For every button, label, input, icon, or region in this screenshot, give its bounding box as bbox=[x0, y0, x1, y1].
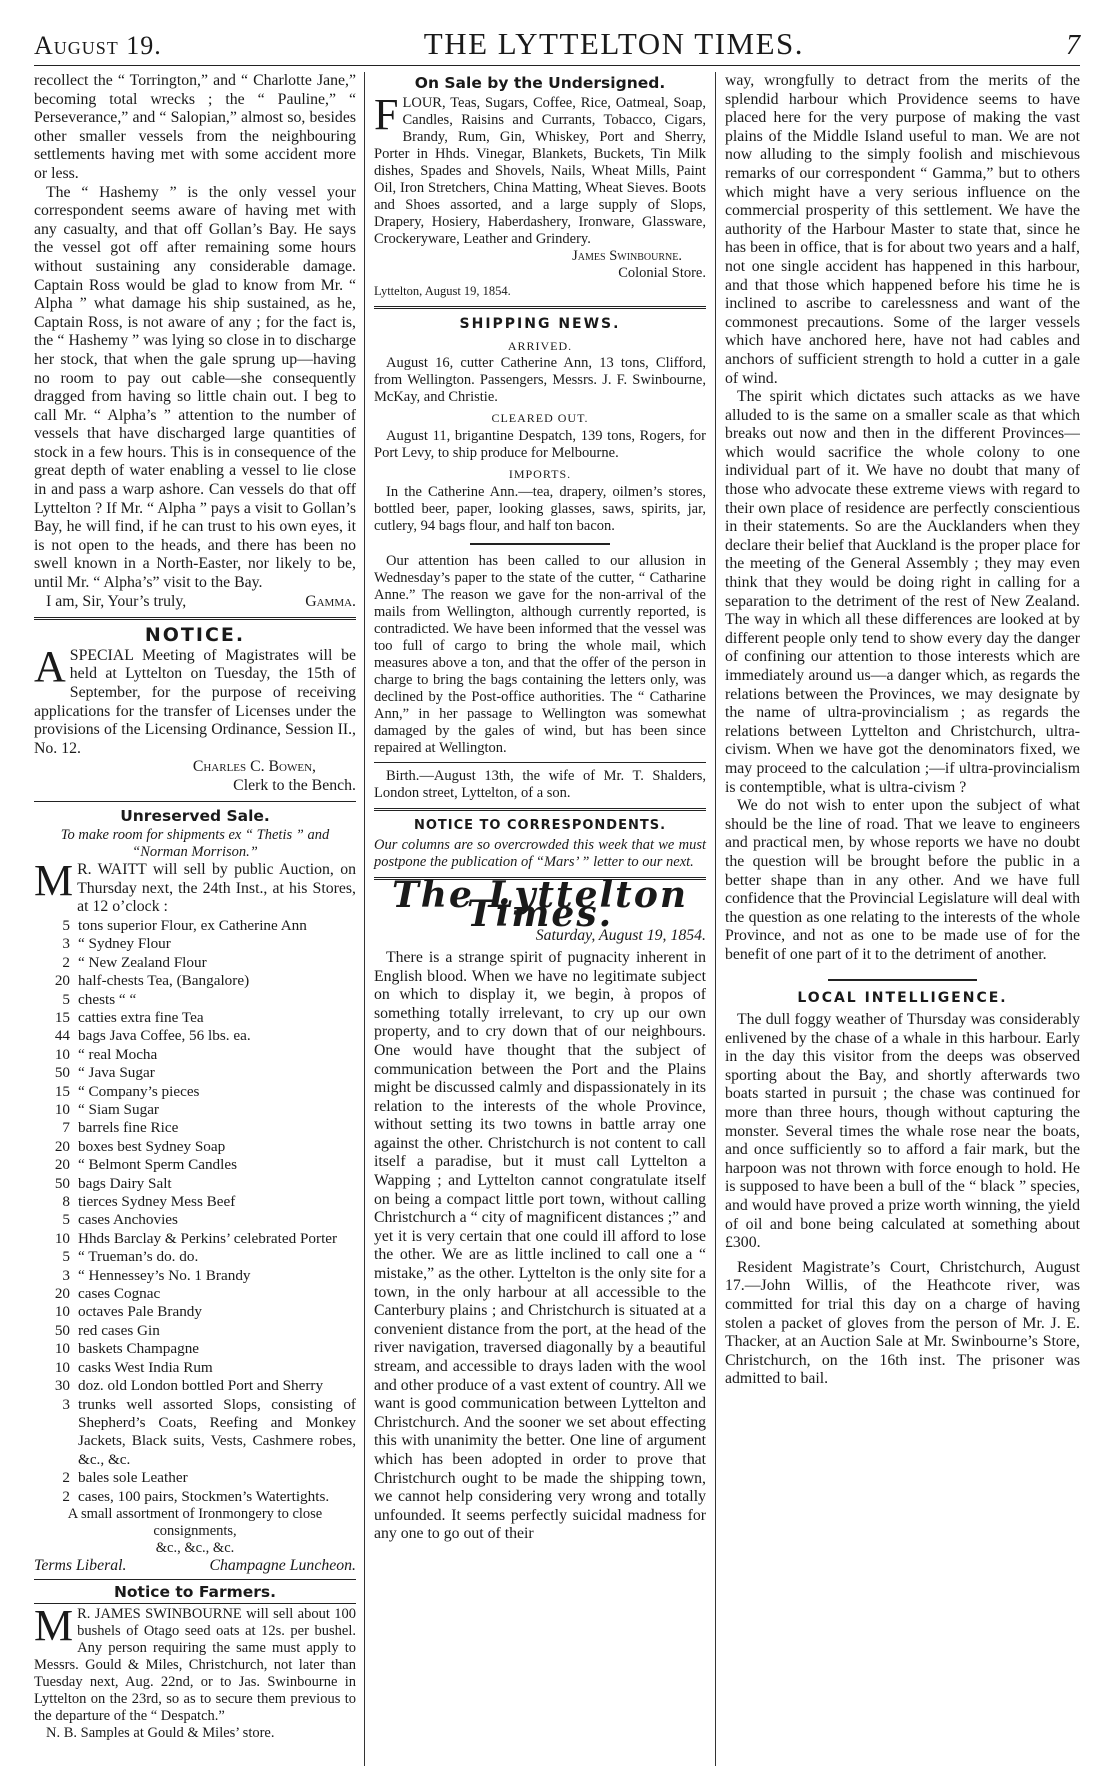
lot-description: cases, 100 pairs, Stockmen’s Watertights. bbox=[78, 1487, 330, 1505]
column-2 bbox=[364, 72, 716, 1766]
lot-description: “ Sydney Flour bbox=[78, 935, 171, 953]
sale-lot bbox=[34, 1469, 356, 1487]
lot-quantity: 3 bbox=[62, 1395, 70, 1413]
sale-lot-list bbox=[34, 917, 356, 1506]
on-sale-heading: On Sale by the Undersigned. bbox=[414, 74, 666, 92]
letter-signature: Gamma. bbox=[305, 592, 356, 610]
sale-lot bbox=[34, 1046, 356, 1064]
sale-dropcap: M bbox=[34, 856, 74, 906]
divider bbox=[374, 762, 706, 763]
notice-dropcap: A bbox=[34, 641, 66, 691]
lot-description: bags Java Coffee, 56 lbs. ea. bbox=[78, 1027, 251, 1045]
cleared-label: CLEARED OUT. bbox=[491, 411, 589, 426]
lot-description: trunks well assorted Slops, consisting of Shepherd’s Coats, Reefing and Monkey Jackets, Black suits, Vests, Cashmere robes, &c., &c. bbox=[78, 1395, 356, 1468]
lot-quantity: 2 bbox=[62, 953, 70, 971]
farmers-heading: Notice to Farmers. bbox=[113, 1582, 277, 1601]
editorial-paragraph: There is a strange spirit of pugnacity inherent in English blood. When we have no legitimate subject on which to display it, we begin, à propos of something totally irrelevant, to cry up our own property, and to cry down that of our neighbours. One would have thought that the subject of communication between the Port and the Plains might be discussed calmly and dispassionately in its relation to the interests of the whole Province, without setting its two towns in battle array one against the other. Christchurch is not content to call itself a paradise, but it must call Lyttelton a Wapping ; and Lyttelton cannot congratulate itself on being a compact little port town, without calling Christchurch a “ city of magnificent distances ;” and yet it is very certain that one could ill afford to lose the other. We are as little inclined to call one a “ mistake,” as the other. Lyttelton is the only site for a town, in the only harbour at all accessible to the Canterbury plains ; and Christchurch is situated at a convenient distance from the port, at the head of the river navigation, traversed diagonally by a beautiful stream, and accessible to drays laden with the wool and other produce of a vast extent of country. All we want is good communication between Lyttelton and Christchurch. And the sooner we set about effecting this with unanimity the better. One line of argument which has been adopted in order to prove that Christchurch ought to be made the shipping town, we cannot help considering very wrong and totally unfounded. It seems perfectly suicidal madness for any one to go out of their bbox=[374, 948, 706, 1543]
lot-quantity: 10 bbox=[54, 1340, 70, 1358]
sale-lot bbox=[34, 1119, 356, 1137]
mail-paragraph: Our attention has been called to our allusion in Wednesday’s paper to the state of the cutter, “ Catharine Anne.” The reason we gave for the non-arrival of the mails from Wellington, although currently reported, is contradicted. We have been informed that the vessel was too full of cargo to bring the whole mail, which measures above a ton, and that the offer of the person in charge to bring the bags containing the letters only, was declined by the Post-office authorities. The “ Catharine Ann,” in her passage to Wellington was somewhat damaged by the gales of wind, but has been since repaired at Wellington. bbox=[374, 552, 706, 756]
lot-description: “ Siam Sugar bbox=[78, 1101, 159, 1118]
arrived-label: ARRIVED. bbox=[507, 338, 573, 353]
notice-heading: NOTICE. bbox=[144, 624, 246, 647]
sale-assortment: A small assortment of Ironmongery to close consignments, bbox=[67, 1505, 323, 1539]
on-sale-ad bbox=[374, 74, 706, 300]
lot-description: “ Trueman’s do. do. bbox=[78, 1248, 199, 1266]
sale-subheading: To make room for shipments ex “ Thetis ” and “Norman Morrison.” bbox=[60, 827, 330, 861]
farmers-notice bbox=[34, 1583, 356, 1743]
sale-lot bbox=[34, 1303, 356, 1321]
lot-description: red cases Gin bbox=[78, 1321, 160, 1339]
lot-description: casks West India Rum bbox=[78, 1358, 213, 1376]
letter-closing: I am, Sir, Your’s truly, bbox=[46, 592, 187, 610]
sale-luncheon: Champagne Luncheon. bbox=[209, 1556, 356, 1574]
on-sale-signer: James Swinbourne. bbox=[572, 247, 682, 264]
lot-description: “ Company’s pieces bbox=[78, 1082, 200, 1100]
lot-quantity: 15 bbox=[54, 1008, 70, 1026]
sale-lot bbox=[34, 991, 356, 1009]
header-date: August 19. bbox=[34, 31, 162, 60]
lot-quantity: 2 bbox=[62, 1487, 70, 1505]
letter-paragraph: recollect the “ Torrington,” and “ Charlotte Jane,” becoming total wrecks ; the “ Pauline,” “ Perseverance,” and “ Salopian,” almost so, besides other smaller vessels from the neighbouring settlements having met with some accident more or less. bbox=[34, 72, 356, 182]
header-title: THE LYTTELTON TIMES. bbox=[423, 26, 804, 61]
lot-description: octaves Pale Brandy bbox=[78, 1303, 202, 1321]
imports-label: IMPORTS. bbox=[508, 466, 572, 481]
unreserved-sale-ad bbox=[34, 807, 356, 1580]
sale-lot bbox=[34, 1248, 356, 1266]
lot-quantity: 5 bbox=[62, 916, 70, 934]
whale-paragraph: The dull foggy weather of Thursday was considerably enlivened by the chase of a whale in this harbour. Early in the day this visitor from the deeps was observed sporting about the Bay, and shortly afterwards two boats started in pursuit ; the chase was continued for more than three hours, though without capturing the monster. Several times the whale rose near the boats, and once sufficiently so to afford a fair mark, but the harpoon was not thrown with force enough to hold. He is supposed to have been a bull of the “ black ” species, and would have proved a prize worth winning, the yield of oil and bone being calculated at something about £300. bbox=[725, 1011, 1080, 1252]
lot-description: “ New Zealand Flour bbox=[78, 953, 207, 971]
letter-paragraph: The “ Hashemy ” is the only vessel your correspondent seems aware of having met with any casualty, and that off Gollan’s Bay. He says the vessel got off after remaining some hours without sustaining any considerable damage. Captain Ross would be glad to know from Mr. “ Alpha ” what damage his ship sustained, as he, Captain Ross, is not aware of any ; for the fact is, the “ Hashemy ” was lying so close in to discharge her stock, that when the gale sprung up—having no room to pay out cable—she consequently dragged from having so little chain out. I beg to call Mr. “ Alpha’s ” attention to the number of vessels that have discharged large quantities of stock in a few hours. This is in consequence of the great depth of water enabling a vessel to lie close in and pass a warp ashore. Can vessels do that off Lyttelton ? If Mr. “ Alpha ” pays a visit to Gollan’s Bay, he will find, if he can trust to his own eyes, it is not open to the heads, and there has been no swell known in a North-Easter, nor likely to be, until Mr. “ Alpha’s” visit to the Bay. bbox=[34, 183, 356, 592]
correspondents-body: Our columns are so overcrowded this week that we must postpone the publication of “Mars’ ” letter to our next. bbox=[374, 837, 706, 871]
notice-signer: Charles C. Bowen, bbox=[192, 758, 316, 776]
divider bbox=[34, 1603, 356, 1604]
notice-body: SPECIAL Meeting of Magistrates will be held at Lyttelton on Tuesday, the 15th of September, for the purpose of receiving applications for the transfer of Licenses under the provisions of the Licensing Ordinance, Session II., No. 12. bbox=[34, 646, 356, 757]
sale-lot bbox=[34, 1340, 356, 1358]
editorial-dateline: Saturday, August 19, 1854. bbox=[535, 927, 706, 945]
column-3 bbox=[716, 72, 1080, 1766]
local-heading: LOCAL INTELLIGENCE. bbox=[797, 989, 1008, 1006]
editorial-paragraph: The spirit which dictates such attacks as we have alluded to is the same on a smaller scale as that which breaks out now and then in the different Provinces—which would sacrifice the whole colony to one individual part of it. We have no doubt that many of those who advocate these extreme views with regard to their own place of residence are perfectly conscientious in their statements. So are the Aucklanders when they declare their belief that Auckland is the proper place for the meeting of the General Assembly ; they may even think that they would be doing right in calling for a separation to the detriment of the rest of New Zealand. The way in which all these differences are looked at by different people only tend to show every day the danger of confining our attention to those interests which are immediately around us—a danger which, as regards the relations between the Provinces, we may designate by the name of ultra-provincialism ; as regards the relations between Lyttelton and Christchurch, ultra-civism. When we have got the denominators fixed, we may proceed to the calculation ;—if ultra-provincialism is contemptible, what is ultra-civism ? bbox=[725, 388, 1080, 796]
birth-notice: Birth.—August 13th, the wife of Mr. T. Shalders, London street, Lyttelton, of a son. bbox=[374, 767, 706, 801]
sale-lot bbox=[34, 1083, 356, 1101]
sale-lot bbox=[34, 1027, 356, 1045]
sale-lot bbox=[34, 1322, 356, 1340]
farmers-body: R. JAMES SWINBOURNE will sell about 100 bushels of Otago seed oats at 12s. per bushel. Any person requiring the same must apply to Messrs. Gould & Miles, Christchurch, not later than Tuesday next, Aug. 22nd, or to Jas. Swinbourne in Lyttelton on the 23rd, so as to secure them previous to the departure of the “ Despatch.” bbox=[34, 1606, 356, 1725]
sale-terms-label: Terms Liberal. bbox=[34, 1556, 127, 1574]
on-sale-dropcap: F bbox=[374, 89, 399, 139]
sale-lot bbox=[34, 1359, 356, 1377]
lot-quantity: 44 bbox=[54, 1027, 70, 1045]
sale-lot bbox=[34, 1193, 356, 1211]
lot-description: “ Belmont Sperm Candles bbox=[78, 1156, 238, 1174]
sale-lot bbox=[34, 1009, 356, 1027]
lot-quantity: 10 bbox=[54, 1358, 70, 1376]
lot-quantity: 5 bbox=[62, 1211, 70, 1229]
sale-lot bbox=[34, 1156, 356, 1174]
divider bbox=[828, 979, 977, 981]
magistrates-notice bbox=[34, 626, 356, 795]
page-number: 7 bbox=[1066, 30, 1080, 61]
sale-lot bbox=[34, 954, 356, 972]
lot-description: bags Dairy Salt bbox=[78, 1174, 172, 1192]
on-sale-body: LOUR, Teas, Sugars, Coffee, Rice, Oatmeal, Soap, Candles, Raisins and Currants, Tobacco, Cigars, Brandy, Rum, Gin, Whiskey, Port and Sherry, Porter in Hhds. Vinegar, Blankets, Buckets, Tin Milk dishes, Spades and Shovels, Nails, Wheat Mills, Paint Oil, Iron Stretchers, China Matting, Wheat Sieves. Boots and Shoes assorted, and a large supply of Slops, Drapery, Hosiery, Haberdashery, Ironware, Glassware, Crockeryware, Leather and Grindery. bbox=[374, 94, 706, 247]
cleared-text: August 11, brigantine Despatch, 139 tons, Rogers, for Port Levy, to ship produce for Melbourne. bbox=[374, 427, 706, 461]
lot-description: “ real Mocha bbox=[78, 1045, 158, 1063]
sale-lot bbox=[34, 935, 356, 953]
sale-lot bbox=[34, 1101, 356, 1119]
correspondents-notice bbox=[374, 817, 706, 872]
divider bbox=[34, 617, 356, 620]
divider bbox=[374, 306, 706, 309]
columns bbox=[34, 66, 1080, 1766]
lot-quantity: 20 bbox=[54, 1137, 70, 1155]
letter-signoff bbox=[34, 593, 356, 612]
court-paragraph: Resident Magistrate’s Court, Christchurch, August 17.—John Willis, of the Heathcote river, was committed for trial this day on a charge of having stolen a packet of gloves from the person of Mr. J. E. Thacker, at an Auction Sale at Mr. Swinbourne’s Store, Christchurch, on the 16th inst. The prisoner was admitted to bail. bbox=[725, 1258, 1080, 1388]
farmers-dropcap: M bbox=[34, 1601, 74, 1651]
lot-description: tierces Sydney Mess Beef bbox=[78, 1193, 236, 1211]
sale-lot bbox=[34, 1175, 356, 1193]
sale-lot bbox=[34, 972, 356, 990]
on-sale-place: Colonial Store. bbox=[618, 264, 706, 281]
divider bbox=[470, 543, 609, 545]
sale-lot bbox=[34, 1267, 356, 1285]
sale-lot bbox=[34, 917, 356, 935]
lot-description: chests “ “ bbox=[78, 990, 137, 1008]
lot-quantity: 8 bbox=[62, 1193, 70, 1211]
lot-description: half-chests Tea, (Bangalore) bbox=[78, 972, 250, 990]
divider bbox=[34, 801, 356, 802]
sale-lot bbox=[34, 1138, 356, 1156]
lot-description: “ Java Sugar bbox=[78, 1064, 155, 1082]
shipping-news bbox=[374, 315, 706, 756]
sale-terms bbox=[34, 1557, 356, 1580]
farmers-samples: N. B. Samples at Gould & Miles’ store. bbox=[46, 1725, 275, 1742]
sale-lot bbox=[34, 1064, 356, 1082]
lot-quantity: 10 bbox=[54, 1229, 70, 1247]
sale-lot bbox=[34, 1285, 356, 1303]
imports-text: In the Catherine Ann.—tea, drapery, oilmen’s stores, bottled beer, paper, looking glasses, saws, spirits, jar, cutlery, 94 bags flour, and half ton bacon. bbox=[374, 483, 706, 534]
shipping-heading: SHIPPING NEWS. bbox=[459, 316, 621, 333]
lot-quantity: 10 bbox=[54, 1045, 70, 1063]
divider bbox=[374, 808, 706, 811]
local-intelligence bbox=[725, 989, 1080, 1389]
editorial-paragraph: We do not wish to enter upon the subject of what should be the line of road. That we leave to engineers and practical men, by whose reports we have no doubt the question will be brought before the public in a better shape than in any other. And we have full confidence that the Provincial Legislature will deal with the question as one relating to the interests of the whole Province, and not as one to be made use of for the benefit of one part of it to the detriment of another. bbox=[725, 797, 1080, 963]
lot-quantity: 30 bbox=[54, 1377, 70, 1395]
sale-lot bbox=[34, 1488, 356, 1506]
sale-lot bbox=[34, 1377, 356, 1395]
lot-quantity: 3 bbox=[62, 1266, 70, 1284]
lot-quantity: 10 bbox=[54, 1101, 70, 1118]
sale-etc: &c., &c., &c. bbox=[155, 1539, 235, 1556]
editorial-masthead: The Lyttelton Times. bbox=[392, 874, 688, 935]
column-1 bbox=[34, 72, 364, 1766]
lot-quantity: 2 bbox=[62, 1469, 70, 1487]
lot-quantity: 20 bbox=[54, 1285, 70, 1303]
lot-quantity: 10 bbox=[54, 1303, 70, 1321]
lot-quantity: 50 bbox=[54, 1321, 70, 1339]
lot-quantity: 15 bbox=[54, 1082, 70, 1100]
lot-quantity: 7 bbox=[62, 1119, 70, 1137]
lot-description: boxes best Sydney Soap bbox=[78, 1137, 226, 1155]
lot-quantity: 50 bbox=[54, 1064, 70, 1082]
sale-lot bbox=[34, 1211, 356, 1229]
correspondents-heading: NOTICE TO CORRESPONDENTS. bbox=[413, 817, 667, 833]
lot-description: cases Anchovies bbox=[78, 1211, 178, 1229]
lot-quantity: 5 bbox=[62, 990, 70, 1008]
lot-description: tons superior Flour, ex Catherine Ann bbox=[78, 916, 307, 934]
lot-quantity: 5 bbox=[62, 1248, 70, 1266]
sale-lot bbox=[34, 1396, 356, 1470]
page-header bbox=[34, 26, 1080, 66]
lot-description: bales sole Leather bbox=[78, 1469, 188, 1487]
editorial-continued: way, wrongfully to detract from the merits of the splendid harbour which Providence seems to have placed here for the very purpose of making the vast plains of the Middle Island useful to man. We are not now alluding to the simply foolish and mischievous remarks of our correspondent “ Gamma,” but to others which might have a very serious influence on the commercial prosperity of this settlement. We have the authority of the Harbour Master to state that, since he has been in office, that is for about two years and a half, not one single accident has happened in this harbour, and that those which happened before his time he is inclined to ascribe to carelessness and want of the commonest precautions. Some of the larger vessels which have anchored here, have not had cables and anchors of sufficient strength to hold a cutter in a gale of wind. bbox=[725, 72, 1080, 387]
lot-description: Hhds Barclay & Perkins’ celebrated Porter bbox=[78, 1229, 338, 1247]
arrived-text: August 16, cutter Catherine Ann, 13 tons, Clifford, from Wellington. Passengers, Messrs. J. F. Swinbourne, McKay, and Christie. bbox=[374, 355, 706, 406]
lot-quantity: 20 bbox=[54, 1156, 70, 1174]
sale-heading: Unreserved Sale. bbox=[120, 806, 270, 825]
sale-intro: R. WAITT will sell by public Auction, on Thursday next, the 24th Inst., at his Stores, at 12 o’clock : bbox=[77, 861, 356, 916]
lot-description: barrels fine Rice bbox=[78, 1119, 179, 1137]
sale-lot bbox=[34, 1230, 356, 1248]
notice-signoff bbox=[34, 758, 356, 777]
on-sale-dateline: Lyttelton, August 19, 1854. bbox=[374, 283, 511, 298]
lot-description: “ Hennessey’s No. 1 Brandy bbox=[78, 1266, 251, 1284]
lot-description: baskets Champagne bbox=[78, 1340, 200, 1358]
lot-quantity: 20 bbox=[54, 972, 70, 990]
editorial bbox=[374, 874, 706, 1544]
lot-quantity: 3 bbox=[62, 935, 70, 953]
lot-description: doz. old London bottled Port and Sherry bbox=[78, 1377, 324, 1395]
lot-description: catties extra fine Tea bbox=[78, 1008, 204, 1026]
notice-signer-title: Clerk to the Bench. bbox=[233, 776, 356, 794]
lot-description: cases Cognac bbox=[78, 1285, 161, 1303]
lot-quantity: 50 bbox=[54, 1174, 70, 1192]
